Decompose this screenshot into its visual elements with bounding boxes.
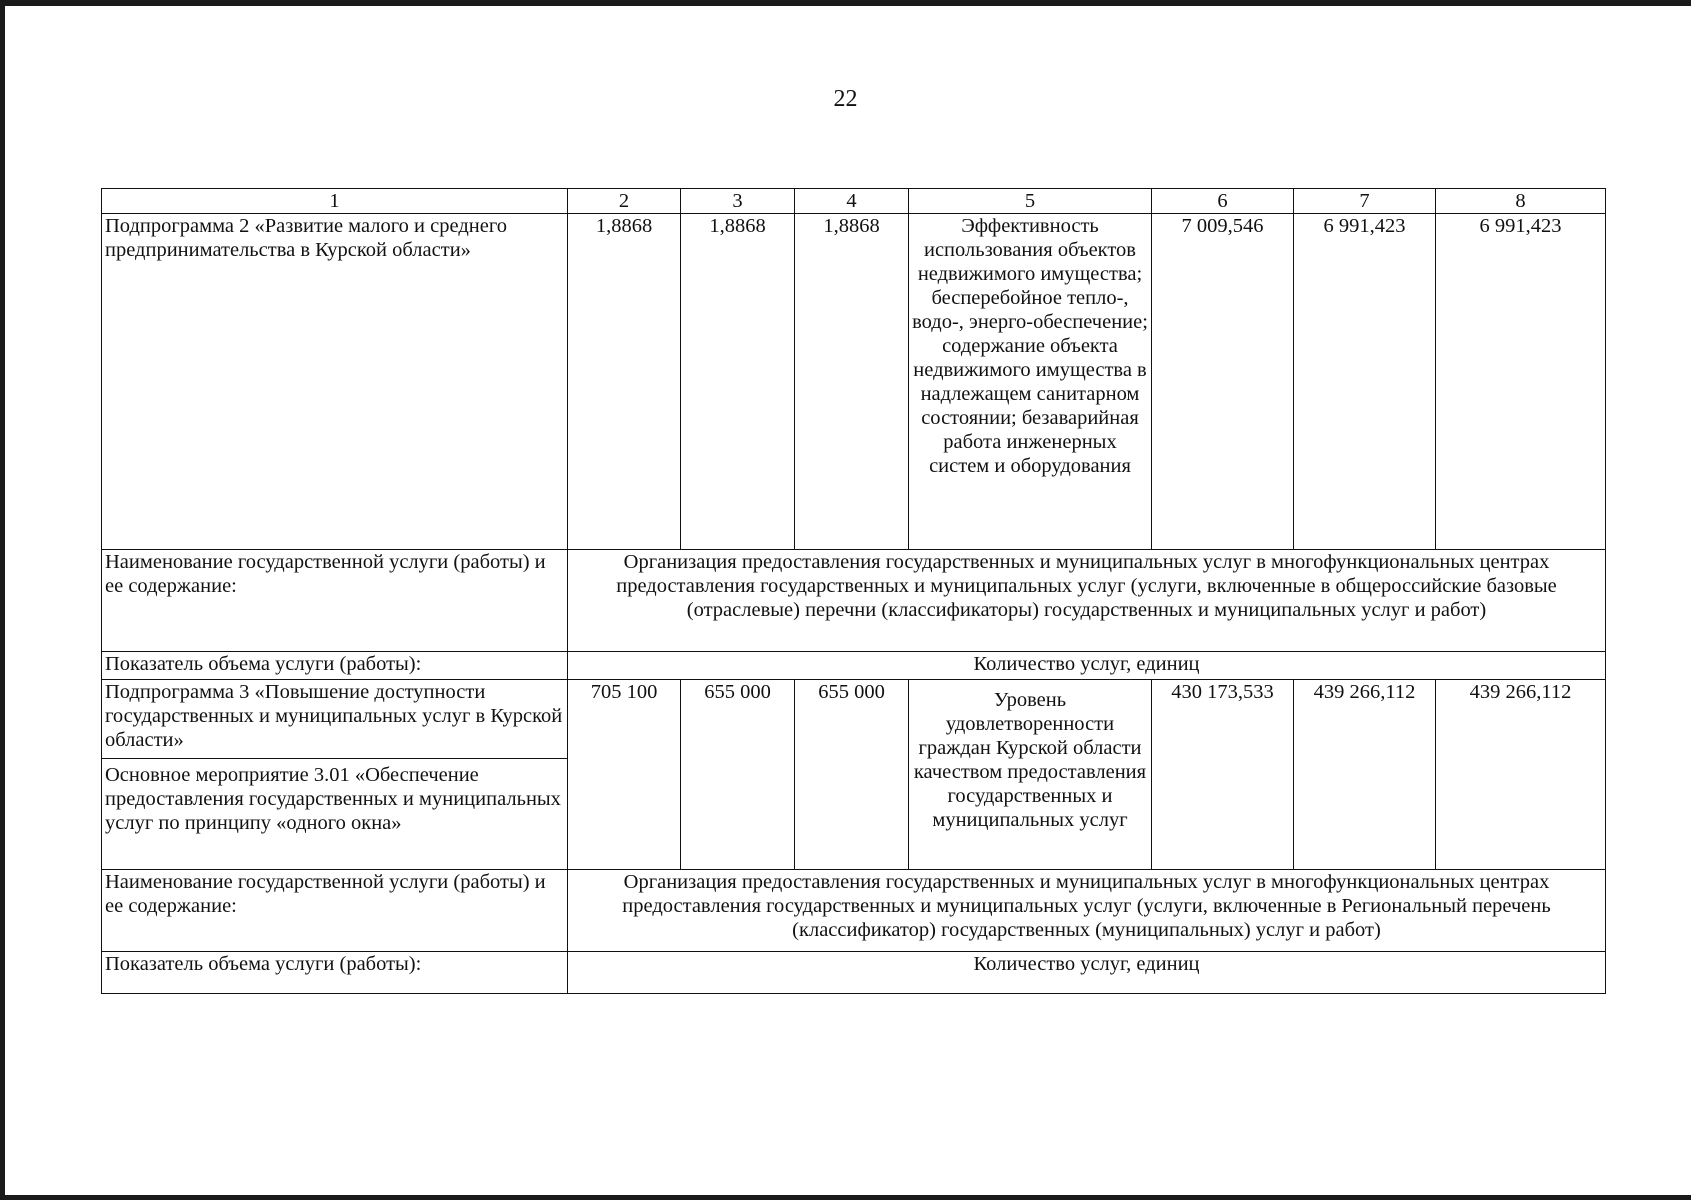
subprogram-3-col-4: 655 000	[795, 680, 909, 870]
subprogram-3-col-8: 439 266,112	[1436, 680, 1606, 870]
table-row-service-1	[102, 550, 1606, 652]
header-row	[102, 189, 1606, 214]
table-row-volume-1	[102, 652, 1606, 680]
header-col-2: 2	[568, 189, 681, 214]
table-row-volume-2	[102, 952, 1606, 994]
header-col-4: 4	[795, 189, 909, 214]
header-col-8: 8	[1436, 189, 1606, 214]
main-activity-3-01: Основное мероприятие 3.01 «Обеспечение предоставления государственных и муниципальных услуг по принципу «одного окна»	[102, 758, 567, 835]
subprogram-2-col-4: 1,8868	[795, 214, 909, 550]
volume-2-text: Количество услуг, единиц	[568, 952, 1606, 994]
subprogram-2-col-2: 1,8868	[568, 214, 681, 550]
program-table	[101, 188, 1606, 994]
subprogram-3-name: Подпрограмма 3 «Повышение доступности государственных и муниципальных услуг в Курской области»	[105, 681, 563, 751]
subprogram-2-col-8: 6 991,423	[1436, 214, 1606, 550]
scan-border-left	[0, 0, 5, 1200]
header-col-7: 7	[1294, 189, 1436, 214]
subprogram-3-col-3: 655 000	[681, 680, 795, 870]
header-col-3: 3	[681, 189, 795, 214]
volume-2-label: Показатель объема услуги (работы):	[102, 952, 568, 994]
subprogram-3-col-2: 705 100	[568, 680, 681, 870]
service-2-label: Наименование государственной услуги (работы) и ее содержание:	[102, 870, 568, 952]
subprogram-2-name: Подпрограмма 2 «Развитие малого и среднего предпринимательства в Курской области»	[102, 214, 568, 550]
table-row-subprogram-3	[102, 680, 1606, 870]
service-1-label: Наименование государственной услуги (работы) и ее содержание:	[102, 550, 568, 652]
header-col-5: 5	[909, 189, 1152, 214]
scan-border-top	[0, 0, 1691, 6]
table-row-service-2	[102, 870, 1606, 952]
header-col-1: 1	[102, 189, 568, 214]
subprogram-2-col-6: 7 009,546	[1152, 214, 1294, 550]
volume-1-label: Показатель объема услуги (работы):	[102, 652, 568, 680]
subprogram-2-col-7: 6 991,423	[1294, 214, 1436, 550]
subprogram-2-indicator: Эффективность использования объектов недвижимого имущества; бесперебойное тепло-, водо-, энерго-обеспечение; содержание объекта недвижимого имущества в надлежащем санитарном состоянии; безаварийная работа инженерных систем и оборудования	[909, 214, 1152, 550]
service-1-text: Организация предоставления государственных и муниципальных услуг в многофункциональных центрах предоставления государственных и муниципальных услуг (услуги, включенные в общероссийские базовые (отраслевые) перечни (классификаторы) государственных и муниципальных услуг и работ)	[568, 550, 1606, 652]
service-2-text: Организация предоставления государственных и муниципальных услуг в многофункциональных центрах предоставления государственных и муниципальных услуг (услуги, включенные в Региональный перечень (классификатор) государственных (муниципальных) услуг и работ)	[568, 870, 1606, 952]
page-number: 22	[833, 86, 858, 112]
header-col-6: 6	[1152, 189, 1294, 214]
subprogram-3-col-7: 439 266,112	[1294, 680, 1436, 870]
subprogram-3-indicator: Уровень удовлетворенности граждан Курской области качеством предоставления государственных и муниципальных услуг	[909, 680, 1152, 870]
subprogram-2-col-3: 1,8868	[681, 214, 795, 550]
table-row-subprogram-2	[102, 214, 1606, 550]
subprogram-3-cell	[102, 680, 568, 870]
scan-border-bottom	[0, 1195, 1691, 1200]
subprogram-3-col-6: 430 173,533	[1152, 680, 1294, 870]
volume-1-text: Количество услуг, единиц	[568, 652, 1606, 680]
